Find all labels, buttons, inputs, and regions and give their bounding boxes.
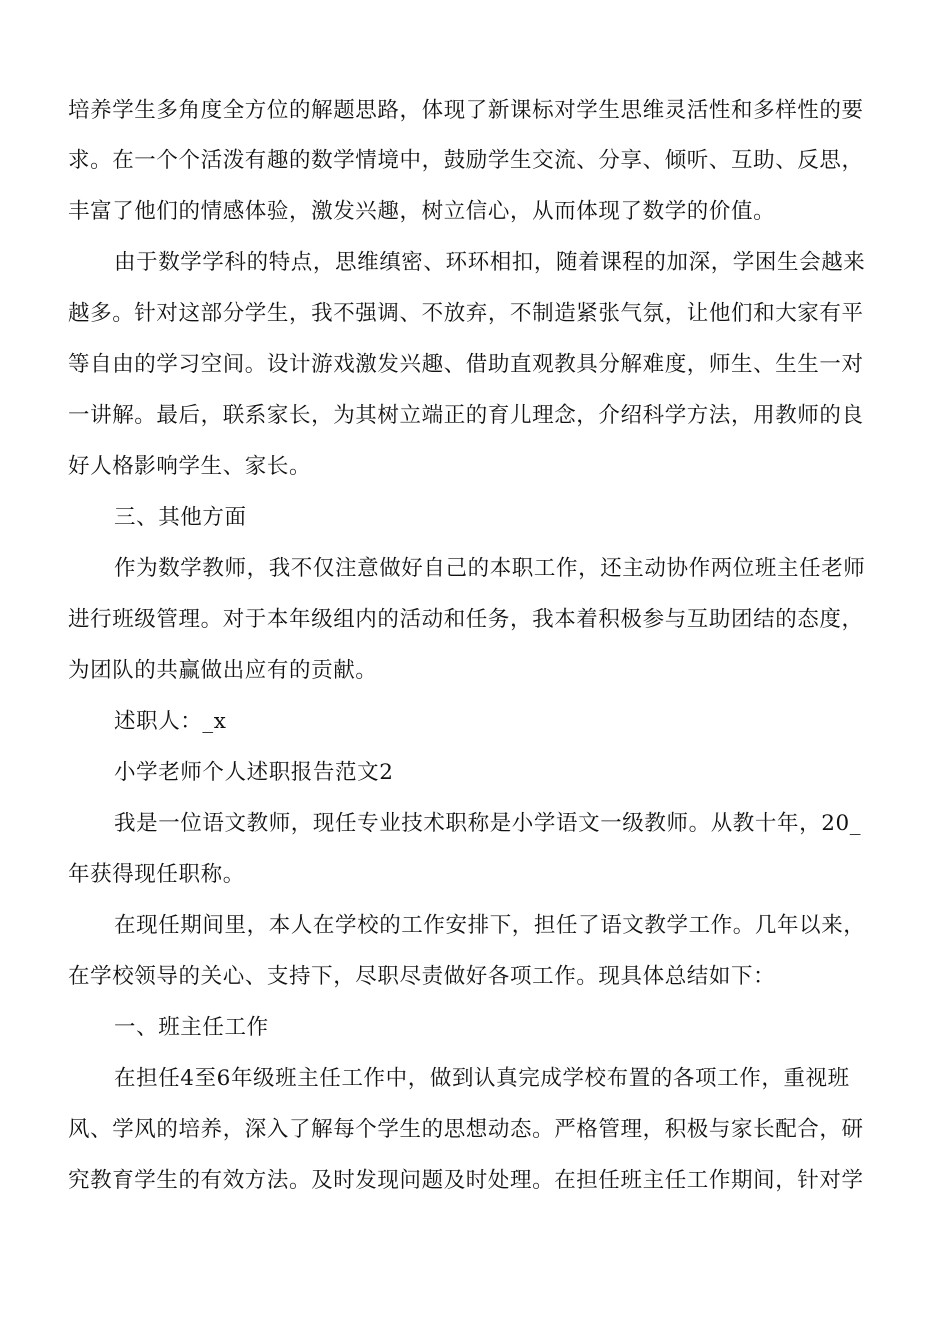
paragraph-line: 培养学生多角度全方位的解题思路，体现了新课标对学生思维灵活性和多样性的要 bbox=[68, 98, 864, 123]
paragraph-line: 在担任4至6年级班主任工作中，做到认真完成学校布置的各项工作，重视班 bbox=[114, 1066, 850, 1091]
signature-line: 述职人：_x bbox=[114, 709, 227, 734]
paragraph-line: 年获得现任职称。 bbox=[68, 862, 245, 887]
paragraph-line: 作为数学教师，我不仅注意做好自己的本职工作，还主动协作两位班主任老师 bbox=[114, 556, 866, 581]
paragraph-line: 究教育学生的有效方法。及时发现问题及时处理。在担任班主任工作期间，针对学 bbox=[68, 1168, 864, 1193]
paragraph-line: 在现任期间里，本人在学校的工作安排下，担任了语文教学工作。几年以来， bbox=[114, 913, 866, 938]
paragraph-line: 等自由的学习空间。设计游戏激发兴趣、借助直观教具分解难度，师生、生生一对 bbox=[68, 352, 864, 377]
paragraph-line: 由于数学学科的特点，思维缜密、环环相扣，随着课程的加深，学困生会越来 bbox=[114, 250, 866, 275]
document-title: 小学老师个人述职报告范文2 bbox=[114, 760, 394, 785]
paragraph-line: 为团队的共赢做出应有的贡献。 bbox=[68, 658, 378, 683]
paragraph-line: 进行班级管理。对于本年级组内的活动和任务，我本着积极参与互助团结的态度， bbox=[68, 607, 864, 632]
paragraph-line: 越多。针对这部分学生，我不强调、不放弃，不制造紧张气氛，让他们和大家有平 bbox=[68, 301, 864, 326]
paragraph-line: 在学校领导的关心、支持下，尽职尽责做好各项工作。现具体总结如下： bbox=[68, 964, 776, 989]
section-heading: 三、其他方面 bbox=[114, 505, 247, 530]
paragraph-line: 好人格影响学生、家长。 bbox=[68, 454, 312, 479]
paragraph-line: 求。在一个个活泼有趣的数学情境中，鼓励学生交流、分享、倾听、互助、反思， bbox=[68, 148, 864, 173]
paragraph-line: 丰富了他们的情感体验，激发兴趣，树立信心，从而体现了数学的价值。 bbox=[68, 199, 776, 224]
paragraph-line: 我是一位语文教师，现任专业技术职称是小学语文一级教师。从教十年，20_ bbox=[114, 811, 862, 836]
paragraph-line: 风、学风的培养，深入了解每个学生的思想动态。严格管理，积极与家长配合，研 bbox=[68, 1117, 864, 1142]
paragraph-line: 一讲解。最后，联系家长，为其树立端正的育儿理念，介绍科学方法，用教师的良 bbox=[68, 403, 864, 428]
section-heading: 一、班主任工作 bbox=[114, 1015, 269, 1040]
